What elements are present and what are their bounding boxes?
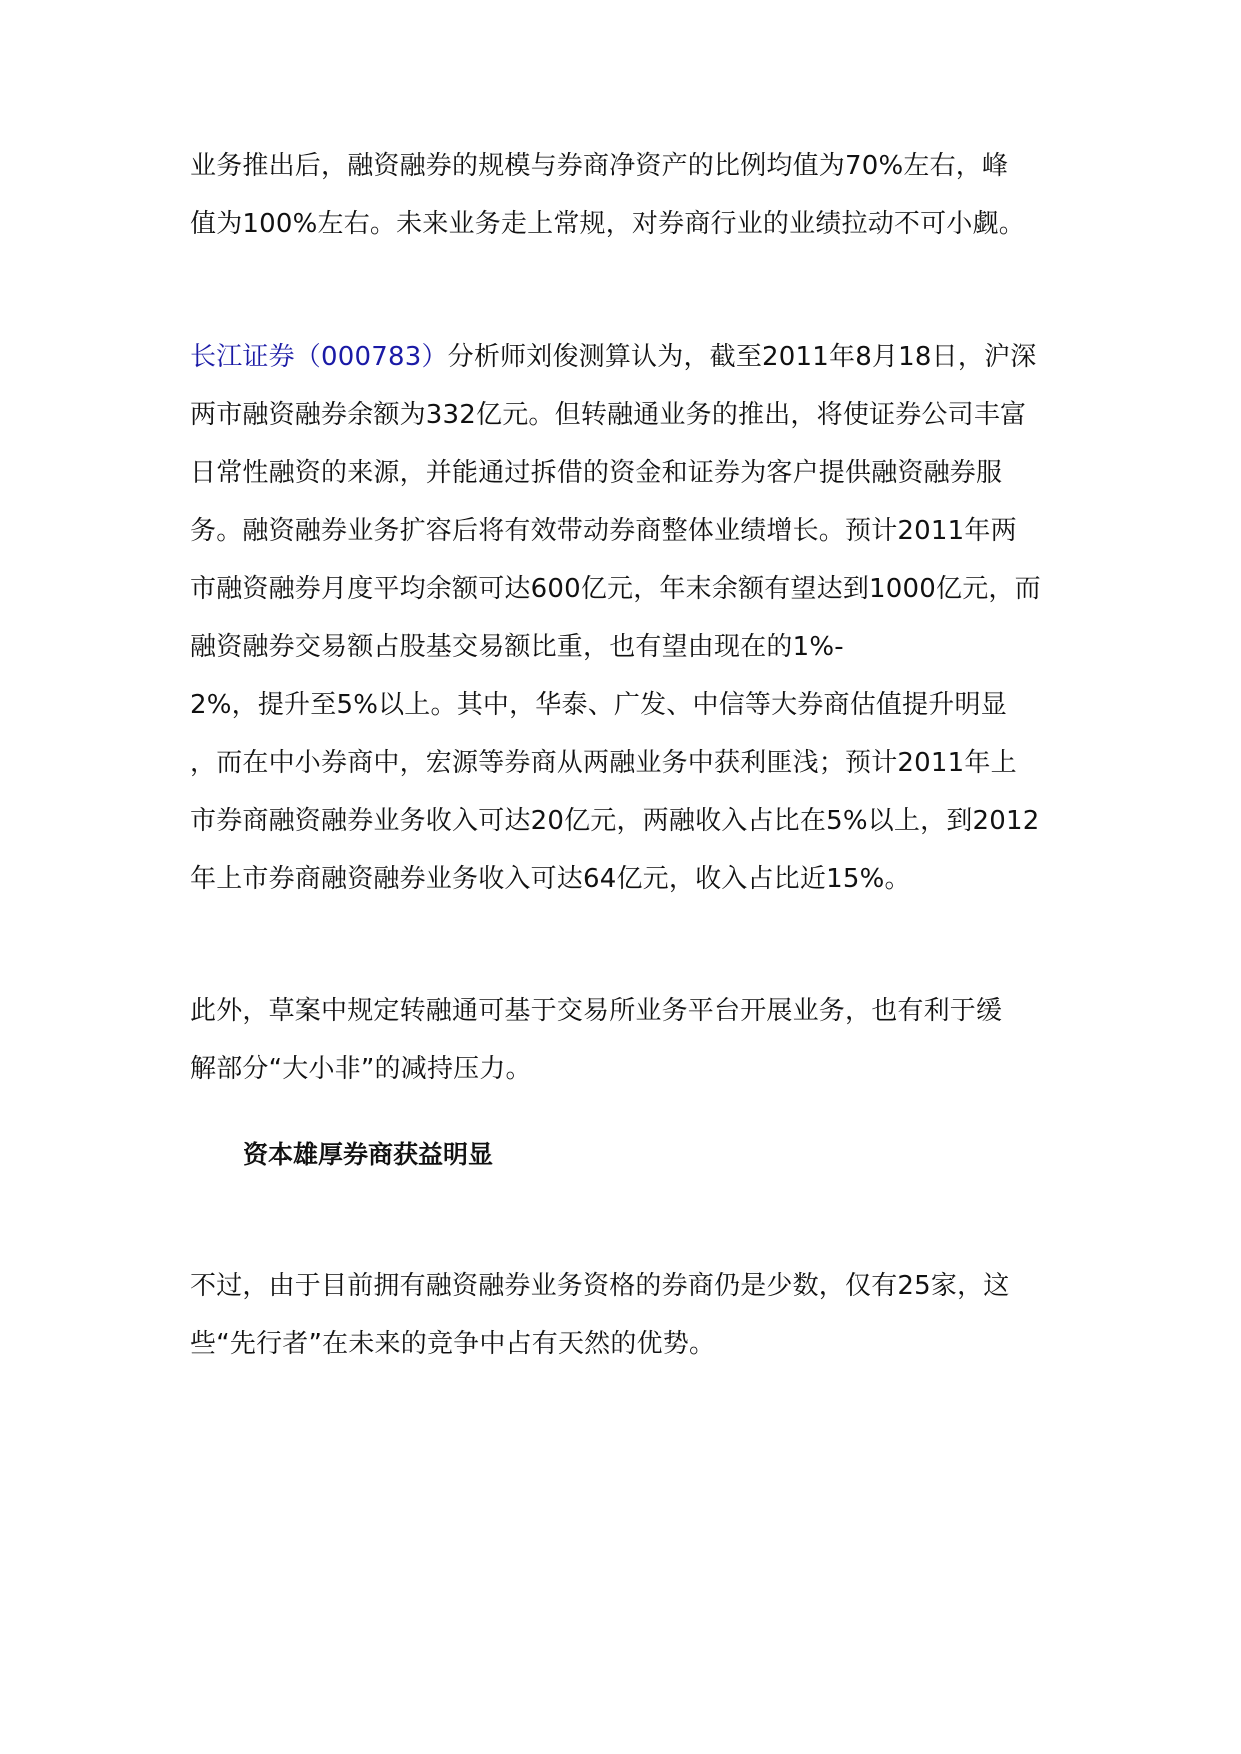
paragraph-2-line-4: 务。融资融券业务扩容后将有效带动券商整体业绩增长。预计2011年两 <box>190 516 1017 546</box>
paragraph-4-line-2: 些“先行者”在未来的竞争中占有天然的优势。 <box>190 1329 716 1359</box>
paragraph-1-line-1: 业务推出后，融资融券的规模与券商净资产的比例均值为70%左右，峰 <box>190 151 1009 181</box>
paragraph-3-line-1: 此外，草案中规定转融通可基于交易所业务平台开展业务，也有利于缓 <box>190 996 1003 1026</box>
paragraph-2-line-7: 2%，提升至5%以上。其中，华泰、广发、中信等大券商估值提升明显 <box>190 690 1007 720</box>
stock-link[interactable]: 长江证券（000783） <box>190 342 448 372</box>
paragraph-2-line-6: 融资融券交易额占股基交易额比重，也有望由现在的1%- <box>190 632 844 662</box>
paragraph-4-line-1: 不过，由于目前拥有融资融券业务资格的券商仍是少数，仅有25家，这 <box>190 1271 1010 1301</box>
paragraph-3-line-2: 解部分“大小非”的减持压力。 <box>190 1054 532 1084</box>
paragraph-2-line-9: 市券商融资融券业务收入可达20亿元，两融收入占比在5%以上，到2012 <box>190 806 1040 836</box>
section-heading: 资本雄厚券商获益明显 <box>243 1140 494 1169</box>
paragraph-2-line-5: 市融资融券月度平均余额可达600亿元，年末余额有望达到1000亿元，而 <box>190 574 1041 604</box>
paragraph-2-line-3: 日常性融资的来源，并能通过拆借的资金和证券为客户提供融资融券服 <box>190 458 1003 488</box>
paragraph-2-line-2: 两市融资融券余额为332亿元。但转融通业务的推出，将使证券公司丰富 <box>190 400 1027 430</box>
paragraph-2-line-1 <box>190 337 1036 377</box>
paragraph-1-line-2: 值为100%左右。未来业务走上常规，对券商行业的业绩拉动不可小觑。 <box>190 209 1025 239</box>
paragraph-2-line-8: ，而在中小券商中，宏源等券商从两融业务中获利匪浅；预计2011年上 <box>190 748 1017 778</box>
paragraph-2-line-10: 年上市券商融资融券业务收入可达64亿元，收入占比近15%。 <box>190 864 911 894</box>
paragraph-2-line-1-rest: 分析师刘俊测算认为，截至2011年8月18日，沪深 <box>447 342 1037 372</box>
